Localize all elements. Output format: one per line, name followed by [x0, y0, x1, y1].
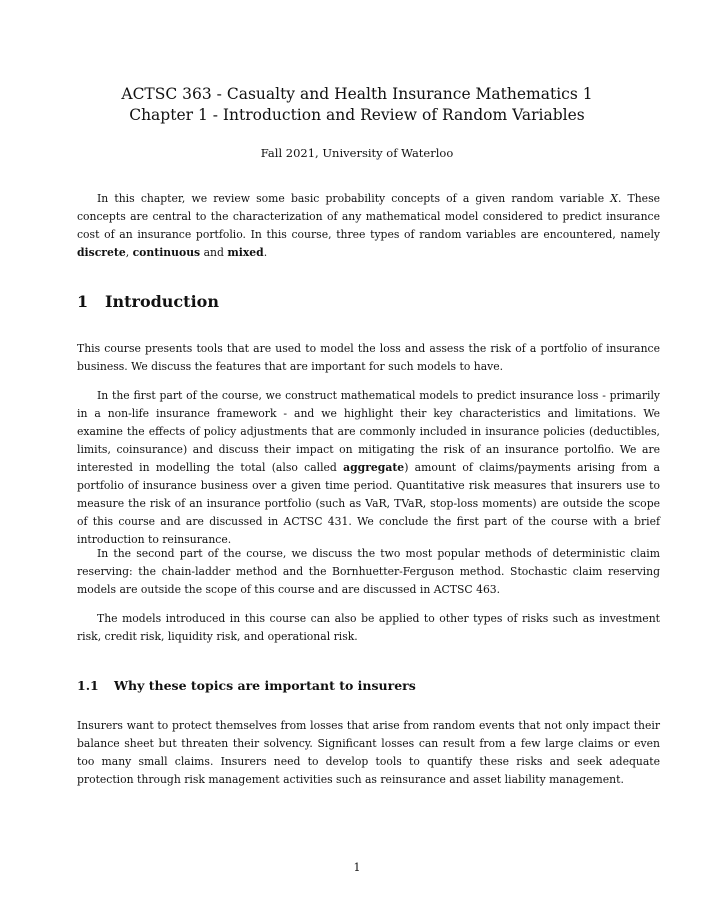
subsection-heading-why-important [77, 677, 416, 695]
abstract-paragraph [77, 190, 660, 262]
abstract-separator: , [125, 246, 133, 259]
abstract-text-b: . These concepts are central to the characterization of any mathematical model considered to predict insurance cost of an insurance portfolio. In this course, three types of random variables are encountered, namely [77, 192, 661, 241]
abstract-end: . [263, 246, 268, 259]
intro-paragraph-1: This course presents tools that are used to model the loss and assess the risk of a portfolio of insurance business. We discuss the features that are important for such models to have. [77, 342, 660, 373]
term-aggregate: aggregate [343, 461, 405, 474]
intro-paragraph-4: The models introduced in this course can also be applied to other types of risks such as investment risk, credit risk, liquidity risk, and operational risk. [77, 612, 660, 643]
page-number: 1 [353, 861, 361, 874]
document-title-line1: ACTSC 363 - Casualty and Health Insurance Mathematics 1 [121, 85, 593, 103]
document-date: Fall 2021, University of Waterloo [260, 146, 454, 160]
subsection-number: 1.1 [77, 678, 99, 693]
document-title-line2: Chapter 1 - Introduction and Review of Random Variables [129, 106, 585, 124]
intro-paragraph-3: In the second part of the course, we discuss the two most popular methods of deterministic claim reserving: the chain-ladder method and the Bornhuetter-Ferguson method. Stochastic claim reserving models are outside the scope of this course and are discussed in ACTSC 463. [77, 547, 660, 596]
term-discrete: discrete [77, 246, 126, 259]
section-number: 1 [77, 292, 89, 311]
abstract-text-a: In this chapter, we review some basic probability concepts of a given random variable [97, 192, 611, 205]
subsection-title: Why these topics are important to insurers [114, 678, 416, 693]
random-variable-symbol: X [610, 192, 618, 205]
section-title: Introduction [105, 292, 219, 311]
intro-paragraph-2 [77, 387, 660, 549]
term-continuous: continuous [132, 246, 201, 259]
term-mixed: mixed [227, 246, 264, 259]
intro-paragraph-2-text-a: In the first part of the course, we construct mathematical models to predict insurance loss - primarily in a non-life insurance framework - and we highlight their key characteristics and limitations. We examine the effects of policy adjustments that are commonly included in insurance policies (deductibles, limits, coinsurance) and discuss their impact on mitigating the risk of an insurance portolfio. We are interested in modelling the total (also called [77, 389, 660, 474]
section-heading-introduction [77, 291, 219, 313]
intro-paragraph-2-text-b: ) amount of claims/payments arising from a portfolio of insurance business over a given time period. Quantitative risk measures that insurers use to measure the risk of an insurance portfolio (such as VaR, TVaR, stop-loss moments) are outside the scope of this course and are discussed in ACTSC 431. We conclude the first part of the course with a brief introduction to reinsurance. [77, 461, 660, 546]
subsection-paragraph-1: Insurers want to protect themselves from losses that arise from random events that not only impact their balance sheet but threaten their solvency. Significant losses can result from a few large claims or even too many small claims. Insurers need to develop tools to quantify these risks and seek adequate protection through risk management activities such as reinsurance and asset liability management. [77, 719, 660, 786]
abstract-and: and [200, 246, 228, 259]
